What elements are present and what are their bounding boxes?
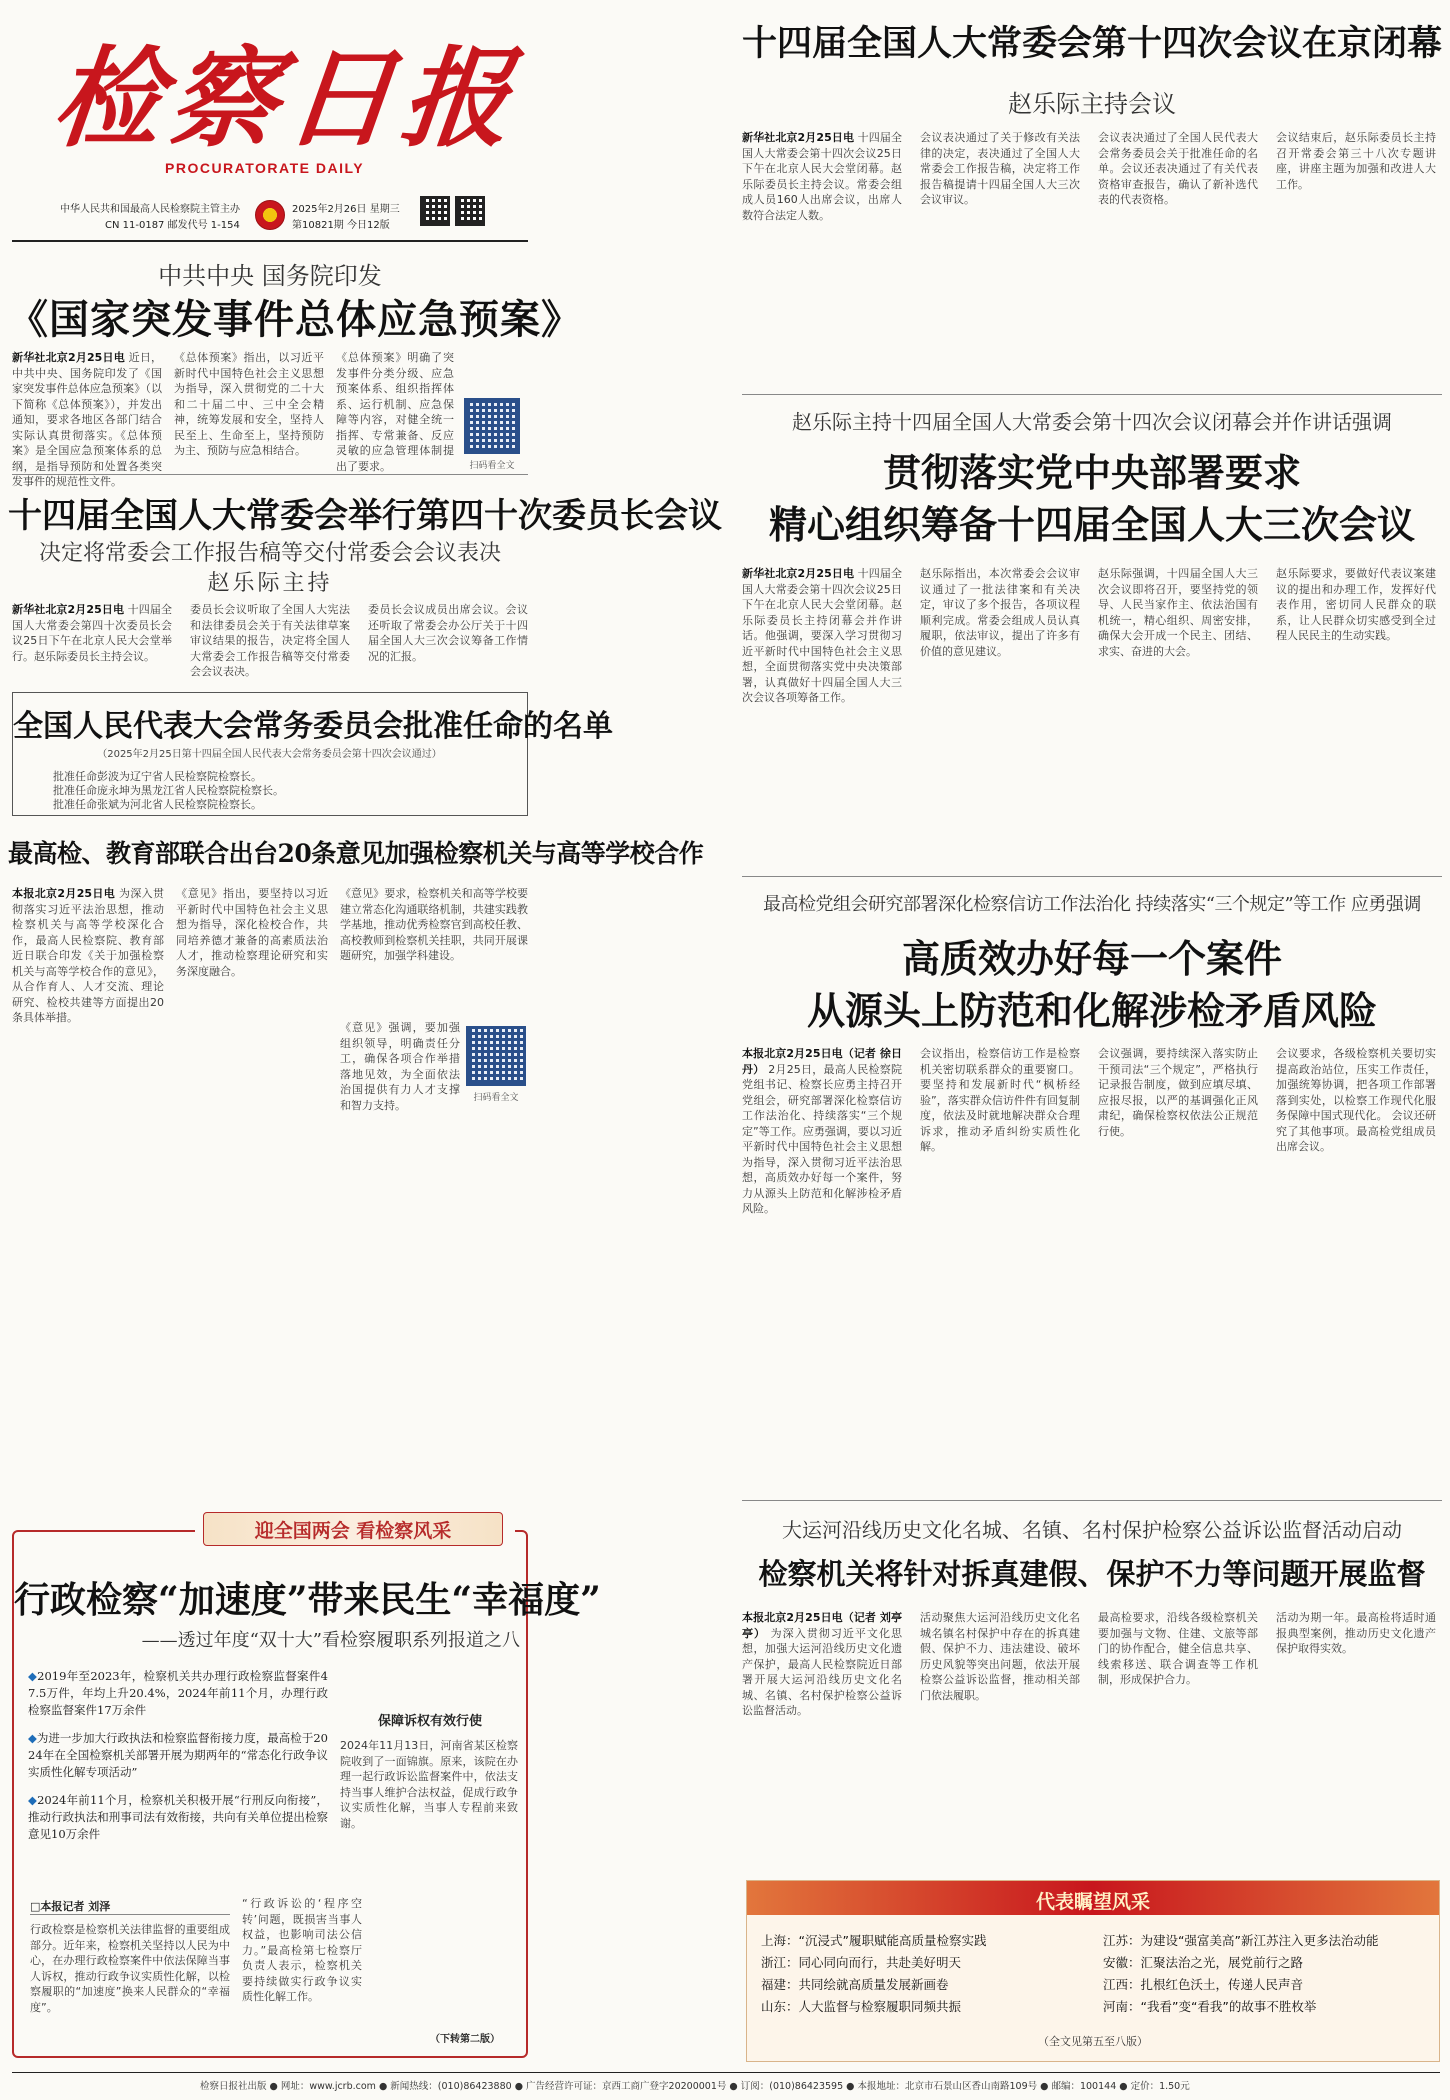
appointment-box (12, 692, 613, 816)
article-body (742, 1046, 1442, 1486)
headline: 精心组织筹备十四届全国人大三次会议 (768, 502, 1415, 547)
section-title: 保障诉权有效行使 (377, 1714, 482, 1729)
link-item[interactable]: 江西：扎根红色沃土，传递人民声音 (1103, 1977, 1304, 1992)
headline: 《国家突发事件总体应急预案》 (8, 296, 582, 343)
feature-banner (195, 1510, 515, 1548)
paragraph: 赵乐际指出，本次常委会会议审议通过了一批法律案和有关决定，审议了多个报告，各项议程顺利完成。常委会组成人员认真履职，依法审议，提出了许多有价值的意见建议。 (920, 567, 1080, 658)
paragraph: 批准任命张斌为河北省人民检察院检察长。 (53, 798, 262, 811)
paragraph: 《意见》强调，要加强组织领导，明确责任分工，确保各项合作举措落地见效，为全面依法治国提供有力人才支撑和智力支持。 (340, 1021, 460, 1112)
paragraph: 委员长会议听取了全国人大宪法和法律委员会关于有关法律草案审议结果的报告，决定将全国人大常委会工作报告稿等交付常委会会议表决。 (190, 603, 350, 678)
divider (12, 474, 528, 475)
qr-code-icon[interactable] (420, 196, 450, 226)
byline: 赵乐际主持会议 (1008, 90, 1176, 118)
article-body (742, 130, 1442, 386)
masthead (10, 10, 530, 240)
link-item[interactable]: 浙江：同心同向而行，共赴美好明天 (761, 1955, 962, 1970)
qr-code-icon[interactable] (455, 196, 485, 226)
reporter-byline: □本报记者 刘泽 (30, 1900, 111, 1913)
paragraph: 行政检察是检察机关法律监督的重要组成部分。近年来，检察机关坚持以人民为中心，在办理行政检察案件中依法保障当事人诉权，推动行政争议实质性化解，以检察履职的“加速度”换来人民群众的“幸福度”。 (30, 1923, 230, 2014)
paragraph: 活动为期一年。最高检将适时通报典型案例，推动历史文化遗产保护取得实效。 (1276, 1611, 1436, 1655)
link-item[interactable]: 上海：“沉浸式”履职赋能高质量检察实践 (761, 1933, 987, 1948)
footer-item: 新闻热线：(010)86423880 (390, 2081, 512, 2092)
paragraph: 赵乐际要求，要做好代表议案建议的提出和办理工作，发挥好代表作用，密切同人民群众的联系，让人民群众切实感受到全过程人民民主的生动实践。 (1276, 567, 1436, 642)
qr-code-icon[interactable] (466, 1026, 526, 1086)
paragraph: 2024年11月13日，河南省某区检察院收到了一面锦旗。原来，该院在办理一起行政诉讼监督案件中，依法支持当事人维护合法权益，促成行政争议实质性化解，当事人专程前来致谢。 (340, 1739, 518, 1830)
paragraph: 最高检要求，沿线各级检察机关要加强与文物、住建、文旅等部门的协作配合，健全信息共享、线索移送、联合调查等工作机制，形成保护合力。 (1098, 1611, 1258, 1686)
cn-code: CN 11-0187 邮发代号 1-154 (105, 220, 240, 231)
headline: 全国人民代表大会常务委员会批准任命的名单 (13, 709, 613, 744)
paragraph: 十四届全国人大常委会第四十次委员长会议25日下午在北京人民大会堂举行。赵乐际委员长主持会议。 (12, 603, 172, 663)
masthead-divider (12, 240, 528, 242)
headline: 贯彻落实党中央部署要求 (882, 450, 1301, 495)
paragraph: 为深入贯彻落实习近平法治思想，推动检察机关与高等学校深化合作，最高人民检察院、教育部近日联合印发《关于加强检察机关与高等学校合作的意见》，从合作育人、人才交流、理论研究、检校共建等方面提出20条具体举措。 (12, 887, 165, 1024)
divider (742, 876, 1442, 877)
paragraph: 十四届全国人大常委会第十四次会议25日下午在北京人民大会堂闭幕。赵乐际委员长主持会议。常委会组成人员160人出席会议，出席人数符合法定人数。 (742, 131, 902, 222)
masthead-subtitle: PROCURATORATE DAILY (165, 160, 365, 176)
banner-text: 迎全国两会 看检察风采 (254, 1520, 452, 1542)
article-body (12, 350, 528, 488)
reps-box (746, 1880, 1440, 2062)
dateline: 新华社北京2月25日电 (12, 351, 125, 364)
headline: 最高检、教育部联合出台20条意见加强检察机关与高等学校合作 (8, 839, 704, 868)
kicker: 大运河沿线历史文化名城、名镇、名村保护检察公益诉讼监督活动启动 (782, 1518, 1402, 1542)
paragraph: 活动聚焦大运河沿线历史文化名城名镇名村保护中存在的拆真建假、保护不力、违法建设、破坏历史风貌等突出问题，依法开展检察公益诉讼监督，推动相关部门依法履职。 (920, 1611, 1080, 1702)
jump-line[interactable]: （下转第二版） (430, 2034, 500, 2045)
link-item[interactable]: 安徽：汇聚法治之光，展党前行之路 (1103, 1955, 1304, 1970)
paragraph: 十四届全国人大常委会第十四次会议25日下午在北京人民大会堂闭幕。赵乐际委员长主持闭幕会并作讲话。他强调，要深入学习贯彻习近平新时代中国特色社会主义思想，全面贯彻落实党中央决策部署，认真做好十四届全国人大三次会议各项筹备工作。 (742, 567, 902, 704)
paragraph: “行政诉讼的‘程序空转’问题，既损害当事人权益，也影响司法公信力。”最高检第七检察厅负责人表示，检察机关要持续做实行政争议实质性化解工作。 (242, 1897, 362, 2003)
divider (742, 1500, 1442, 1501)
headline: 检察机关将针对拆真建假、保护不力等问题开展监督 (758, 1557, 1426, 1591)
footer-item[interactable]: 网址：www.jcrb.com (280, 2081, 376, 2092)
bullet-icon: ◆ (28, 1731, 37, 1745)
bullet-icon: ◆ (28, 1669, 38, 1683)
paragraph: 会议表决通过了关于修改有关法律的决定，表决通过了全国人大常委会工作报告稿，决定将工作报告稿提请十四届全国人大三次会议审议。 (920, 131, 1080, 206)
paragraph: 2月25日，最高人民检察院党组书记、检察长应勇主持召开党组会，研究部署深化检察信访工作法治化、持续落实“三个规定”等工作。应勇强调，要以习近平新时代中国特色社会主义思想为指导，深入贯彻习近平法治思想，高质效办好每一个案件，努力从源头上防范和化解涉检矛盾风险。 (742, 1062, 902, 1215)
article-body (12, 886, 528, 1112)
paragraph: 为深入贯彻习近平文化思想，加强大运河沿线历史文化遗产保护，最高人民检察院近日部署开展大运河沿线历史文化名城、名镇、名村保护检察公益诉讼监督活动。 (742, 1626, 903, 1717)
footer-item: 本报地址：北京市石景山区香山南路109号 (857, 2081, 1038, 2092)
paragraph: 近日，中共中央、国务院印发了《国家突发事件总体应急预案》（以下简称《总体预案》），并发出通知，要求各地区各部门结合实际认真贯彻落实。《总体预案》是全国应急预案体系的总纲，是指导预防和处置各类突发事件的规范性文件。 (12, 351, 163, 488)
highlight-item: ◆2019年至2023年，检察机关共办理行政检察监督案件47.5万件，年均上升20.4%，2024年前11个月，办理行政检察监督案件17万余件 (28, 1669, 328, 1717)
footer-item: 广告经营许可证：京西工商广登字20200001号 (526, 2081, 727, 2092)
reps-footer: （全文见第五至八版） (1038, 2035, 1148, 2048)
link-item[interactable]: 河南：“我看”变“看我”的故事不胜枚举 (1103, 1999, 1317, 2014)
headline: 从源头上防范和化解涉检矛盾风险 (806, 988, 1377, 1033)
article-body (742, 1610, 1442, 1872)
highlight-item: ◆为进一步加大行政执法和检察监督衔接力度，最高检于2024年在全国检察机关部署开展为期两年的“常态化行政争议实质性化解专项活动” (28, 1731, 328, 1779)
paragraph: 批准任命庞永坤为黑龙江省人民检察院检察长。 (53, 784, 284, 797)
highlight-item: ◆2024年前11个月，检察机关积极开展“行刑反向衔接”，推动行政执法和刑事司法有效衔接，共向有关单位提出检察意见10万余件 (28, 1793, 328, 1841)
feature-headline: 行政检察“加速度”带来民生“幸福度” (14, 1579, 601, 1621)
qr-code-icon[interactable] (464, 398, 520, 454)
qr-caption: 扫码看全文 (469, 461, 515, 471)
paragraph: 《意见》要求，检察机关和高等学校要建立常态化沟通联络机制，共建实践教学基地，推动优秀检察官到高校任教、高校教师到检察机关挂职，共同开展课题研究，加强学科建设。 (340, 887, 528, 962)
kicker: 中共中央 国务院印发 (158, 262, 382, 290)
divider (742, 394, 1442, 395)
paragraph: 批准任命彭波为辽宁省人民检察院检察长。 (53, 770, 262, 783)
subheadline: 决定将常委会工作报告稿等交付常委会会议表决 (38, 541, 501, 566)
paragraph: 赵乐际强调，十四届全国人大三次会议即将召开，要坚持党的领导、人民当家作主、依法治国有机统一，精心组织、周密安排，确保大会开成一个民主、团结、求实、奋进的大会。 (1098, 567, 1258, 658)
article-body (742, 566, 1442, 866)
article-body (12, 602, 528, 678)
footer-item: 定价：1.50元 (1130, 2081, 1190, 2092)
dateline: 本报北京2月25日电（记者 刘亭亭） (742, 1611, 902, 1640)
headline: 十四届全国人大常委会举行第四十次委员长会议 (8, 496, 722, 536)
footer-item: 订阅：(010)86423595 (740, 2081, 844, 2092)
issue-number: 第10821期 今日12版 (292, 220, 390, 231)
dateline: 新华社北京2月25日电 (12, 603, 125, 616)
feature-highlights (28, 1668, 328, 1868)
headline: 高质效办好每一个案件 (901, 936, 1282, 981)
paragraph: 会议表决通过了全国人民代表大会常务委员会关于批准任命的名单。会议还表决通过了有关代表资格审查报告，确认了新补选代表的代表资格。 (1098, 131, 1258, 206)
paragraph: 会议强调，要持续深入落实防止干预司法“三个规定”，严格执行记录报告制度，做到应填尽填、应报尽报，以严的基调强化正风肃纪，确保检察权依法公正规范行使。 (1098, 1047, 1258, 1138)
national-emblem-icon (255, 200, 285, 230)
paragraph: 会议要求，各级检察机关要切实提高政治站位，压实工作责任，加强统筹协调，把各项工作部署落到实处，以检察工作现代化服务保障中国式现代化。 (1276, 1047, 1436, 1122)
paragraph: 《总体预案》明确了突发事件分类分级、应急预案体系、组织指挥体系、运行机制、应急保障等内容，对健全统一指挥、专常兼备、反应灵敏的应急管理体制提出了要求。 (336, 351, 454, 473)
paragraph: 会议指出，检察信访工作是检察机关密切联系群众的重要窗口。要坚持和发展新时代“枫桥经验”，落实群众信访件件有回复制度，依法及时就地解决群众合理诉求，推动矛盾纠纷实质性化解。 (920, 1047, 1080, 1153)
paragraph: 《意见》指出，要坚持以习近平新时代中国特色社会主义思想为指导，深化检校合作，共同培养德才兼备的高素质法治人才，推动检察理论研究和实务深度融合。 (176, 887, 328, 978)
link-item[interactable]: 江苏：为建设“强富美高”新江苏注入更多法治动能 (1103, 1933, 1379, 1948)
dateline: 本报北京2月25日电 (12, 887, 116, 900)
sponsor-line: 中华人民共和国最高人民检察院主管主办 (60, 204, 240, 215)
paragraph: 《总体预案》指出，以习近平新时代中国特色社会主义思想为指导，深入贯彻党的二十大和二十届二中、三中全会精神，统筹发展和安全，坚持人民至上、生命至上，坚持预防为主、预防与应急相结合。 (174, 351, 324, 457)
bullet-icon: ◆ (28, 1793, 38, 1807)
paragraph: 会议还研究了其他事项。最高检党组成员出席会议。 (1276, 1109, 1437, 1153)
masthead-title: 检察日报 (47, 36, 525, 162)
note: （2025年2月25日第十四届全国人民代表大会常务委员会第十四次会议通过） (97, 749, 442, 760)
kicker: 赵乐际主持十四届全国人大常委会第十四次会议闭幕会并作讲话强调 (792, 410, 1392, 434)
reps-title: 代表瞩望风采 (1035, 1891, 1150, 1913)
footer-item: 检察日报社出版 (200, 2081, 267, 2092)
divider (30, 1914, 230, 1915)
footer-item: 邮编：100144 (1051, 2081, 1117, 2092)
feature-subheadline: ——透过年度“双十大”看检察履职系列报道之八 (141, 1630, 520, 1651)
paragraph: 委员长会议成员出席会议。会议还听取了常委会办公厅关于十四届全国人大三次会议筹备工作情况的汇报。 (368, 603, 528, 663)
headline: 十四届全国人大常委会第十四次会议在京闭幕 (742, 23, 1443, 64)
link-item[interactable]: 山东：人大监督与检察履职同频共振 (761, 1999, 962, 2014)
dateline: 新华社北京2月25日电 (742, 131, 855, 144)
dateline: 本报北京2月25日电（记者 徐日丹） (742, 1047, 902, 1076)
qr-caption: 扫码看全文 (473, 1093, 519, 1103)
kicker: 最高检党组会研究部署深化检察信访工作法治化 持续落实“三个规定”等工作 应勇强调 (763, 894, 1421, 915)
issue-date: 2025年2月26日 星期三 (292, 204, 400, 215)
link-item[interactable]: 福建：共同绘就高质量发展新画卷 (761, 1977, 949, 1992)
footer-bar: 检察日报社出版 ● 网址：www.jcrb.com ● 新闻热线：(010)86423880 ● 广告经营许可证：京西工商广登字20200001号 ● 订阅：(010)86423595 ● 本报地址：北京市石景山区香山南路109号 ● 邮编：100144 ● 定价：1.50元 (200, 2081, 1190, 2092)
byline: 赵乐际主持 (207, 571, 333, 596)
dateline: 新华社北京2月25日电 (742, 567, 855, 580)
footer-divider (12, 2072, 1440, 2073)
paragraph: 会议结束后，赵乐际委员长主持召开常委会第三十八次专题讲座，讲座主题为加强和改进人大工作。 (1276, 131, 1436, 191)
